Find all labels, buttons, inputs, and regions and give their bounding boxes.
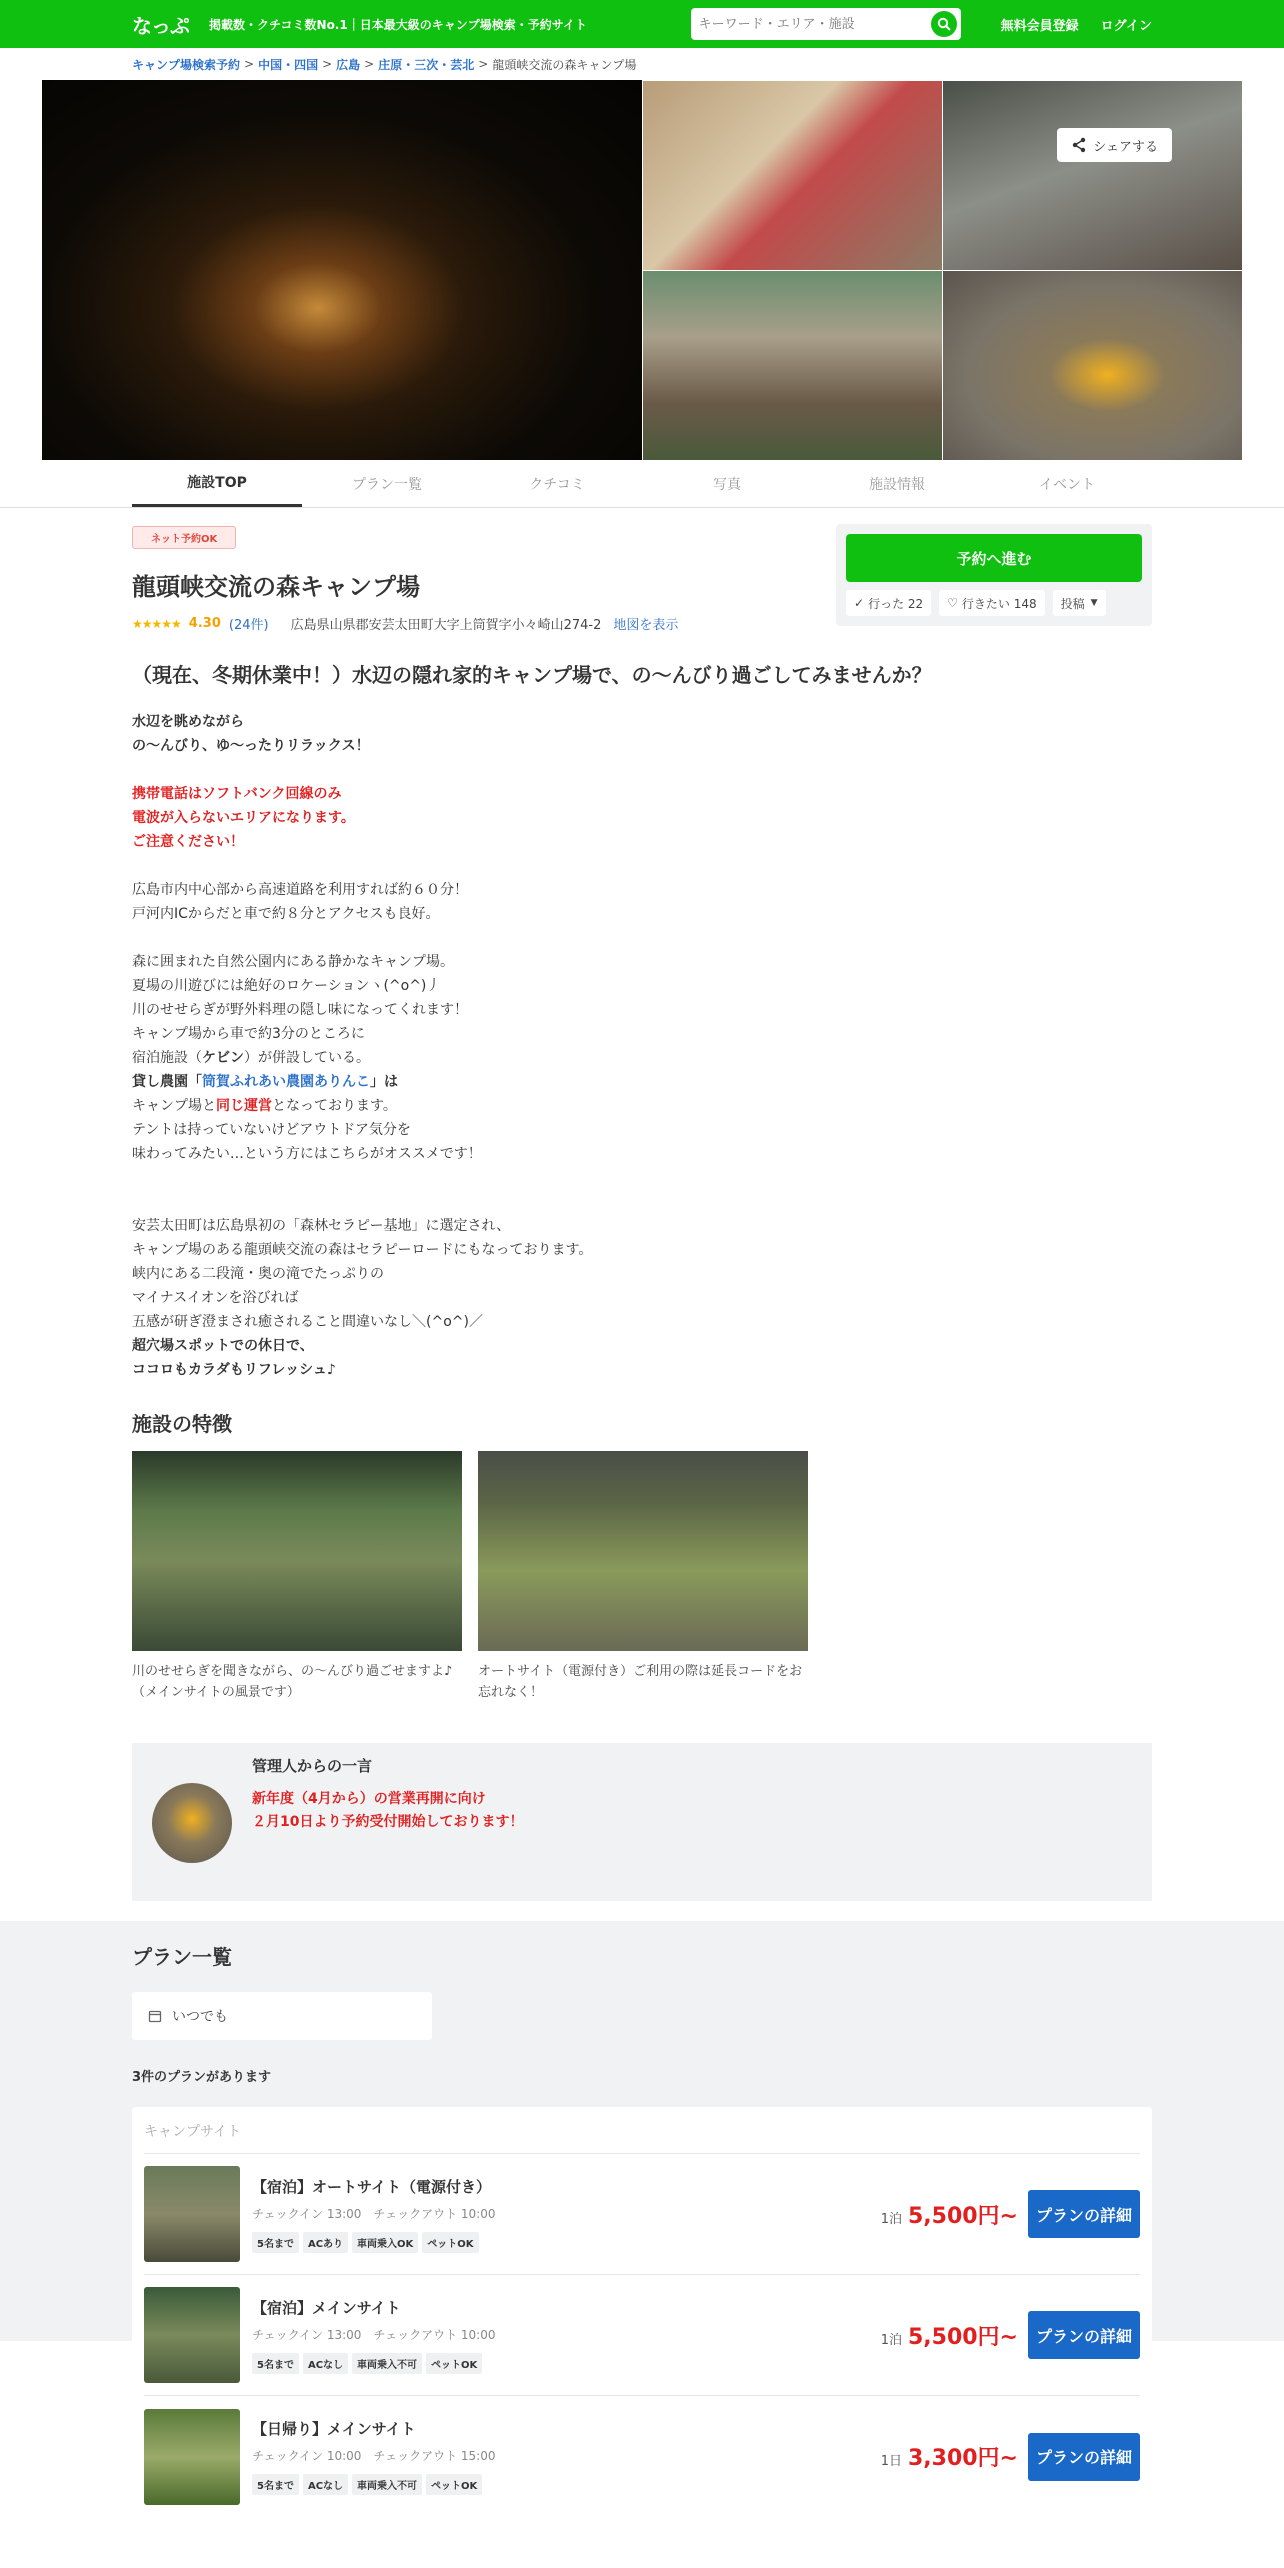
plan-checkin-time: チェックイン 13:00 チェックアウト 10:00 bbox=[252, 2327, 496, 2342]
check-icon: ✓ bbox=[854, 596, 865, 610]
want-label: 行きたい 148 bbox=[961, 596, 1037, 611]
date-label: いつでも bbox=[172, 2009, 228, 2025]
desc-text: 峡内にある二段滝・奥の滝でたっぷりの bbox=[132, 1266, 384, 1282]
breadcrumb-separator: > bbox=[244, 57, 255, 71]
login-link[interactable]: ログイン bbox=[1100, 18, 1152, 34]
features-list bbox=[132, 1451, 1152, 1703]
desc-text: テントは持っていないけどアウトドア気分を bbox=[132, 1122, 411, 1138]
gallery-photo[interactable] bbox=[942, 270, 1242, 460]
plan-row bbox=[144, 2275, 1140, 2396]
plan-info bbox=[252, 2176, 881, 2253]
plan-detail-button[interactable]: プランの詳細 bbox=[1028, 2433, 1140, 2481]
facility-name: 龍頭峡交流の森キャンプ場 bbox=[132, 573, 420, 601]
feature-card bbox=[132, 1451, 462, 1703]
facility-tabs bbox=[0, 460, 1284, 508]
feature-photo[interactable] bbox=[132, 1451, 462, 1651]
date-picker[interactable] bbox=[132, 1992, 432, 2040]
manager-message bbox=[132, 1743, 1152, 1901]
plan-tag: 5名まで bbox=[252, 2474, 299, 2495]
desc-text: マイナスイオンを浴びれば bbox=[132, 1290, 299, 1306]
desc-text: の～んびり、ゆ～ったりリラックス！ bbox=[132, 738, 370, 754]
post-label: 投稿 bbox=[1060, 596, 1085, 611]
plan-thumbnail[interactable] bbox=[144, 2287, 240, 2383]
plan-price-amount: 5,500円~ bbox=[907, 2324, 1018, 2350]
share-label: シェアする bbox=[1093, 139, 1158, 155]
tab-reviews[interactable]: クチコミ bbox=[529, 476, 585, 493]
facility-description bbox=[132, 710, 1152, 1382]
desc-text: となっております。 bbox=[272, 1098, 397, 1114]
plan-name[interactable]: 【宿泊】オートサイト（電源付き） bbox=[252, 2177, 491, 2196]
want-button[interactable] bbox=[939, 590, 1045, 616]
plan-price-amount: 5,500円~ bbox=[907, 2203, 1018, 2229]
search-input[interactable] bbox=[699, 17, 931, 32]
plan-tag: ペットOK bbox=[426, 2474, 482, 2495]
plan-tag: 車両乗入不可 bbox=[352, 2474, 422, 2495]
plan-price-unit: 1日 bbox=[880, 2454, 902, 2469]
manager-avatar bbox=[152, 1783, 232, 1863]
feature-caption: 川のせせらぎを聞きながら、の～んびり過ごせますよ♪（メインサイトの風景です） bbox=[132, 1664, 453, 1700]
desc-text: ）が併設している。 bbox=[244, 1050, 370, 1066]
plan-info bbox=[252, 2297, 881, 2374]
plan-thumbnail[interactable] bbox=[144, 2409, 240, 2505]
plan-tag: ペットOK bbox=[422, 2232, 478, 2253]
breadcrumb-link[interactable]: 広島 bbox=[336, 57, 361, 72]
tab-facility-top[interactable]: 施設TOP bbox=[132, 460, 302, 507]
gallery-photo[interactable] bbox=[642, 270, 942, 460]
plan-tags bbox=[252, 2353, 881, 2374]
plan-name[interactable]: 【日帰り】メインサイト bbox=[252, 2420, 416, 2438]
desc-text: キャンプ場のある龍頭峡交流の森はセラピーロードにもなっております。 bbox=[132, 1242, 593, 1258]
plan-checkin-time: チェックイン 13:00 チェックアウト 10:00 bbox=[252, 2206, 496, 2221]
review-count-link[interactable]: (24件) bbox=[228, 618, 269, 633]
plan-detail-button[interactable]: プランの詳細 bbox=[1028, 2190, 1140, 2238]
feature-card bbox=[478, 1451, 808, 1703]
desc-text: ケビン bbox=[202, 1050, 244, 1066]
plan-checkin-time: チェックイン 10:00 チェックアウト 15:00 bbox=[252, 2449, 496, 2463]
plan-info bbox=[252, 2418, 881, 2495]
plan-name[interactable]: 【宿泊】メインサイト bbox=[252, 2298, 401, 2317]
desc-warning: 携帯電話はソフトバンク回線のみ bbox=[132, 786, 342, 802]
plan-tag: 5名まで bbox=[252, 2232, 299, 2253]
breadcrumb-link[interactable]: 庄原・三次・芸北 bbox=[378, 57, 475, 72]
plan-tag: ACあり bbox=[303, 2232, 348, 2253]
plan-tag: ACなし bbox=[303, 2353, 348, 2374]
search-box bbox=[691, 8, 961, 40]
breadcrumb-separator: > bbox=[478, 57, 489, 71]
manager-line: ２月10日より予約受付開始しております！ bbox=[252, 1814, 524, 1830]
breadcrumb-link[interactable]: 中国・四国 bbox=[258, 57, 319, 72]
desc-text: 超穴場スポットでの休日で、 bbox=[132, 1338, 314, 1354]
breadcrumb-separator: > bbox=[364, 57, 375, 71]
plan-category: キャンプサイト bbox=[144, 2121, 1140, 2154]
desc-warning: ご注意ください！ bbox=[132, 834, 244, 850]
photo-gallery bbox=[42, 80, 1242, 460]
facility-headline: （現在、冬期休業中！）水辺の隠れ家的キャンプ場で、の～んびり過ごしてみませんか？ bbox=[132, 663, 932, 687]
desc-text: キャンプ場から車で約3分のところに bbox=[132, 1026, 365, 1042]
plan-price bbox=[881, 2320, 1018, 2351]
plan-price-unit: 1泊 bbox=[880, 2332, 902, 2348]
site-header bbox=[0, 0, 1284, 48]
plan-tag: ACなし bbox=[303, 2474, 348, 2495]
manager-text bbox=[252, 1755, 523, 1889]
features-title: 施設の特徴 bbox=[132, 1412, 232, 1436]
farm-link[interactable]: 筒賀ふれあい農園ありんこ bbox=[202, 1074, 370, 1090]
desc-text: 森に囲まれた自然公園内にある静かなキャンプ場。 bbox=[132, 954, 454, 970]
plan-price-unit: 1泊 bbox=[880, 2211, 902, 2227]
booking-panel bbox=[836, 524, 1152, 626]
desc-text: キャンプ場と bbox=[132, 1098, 216, 1114]
site-tagline: 掲載数・クチコミ数No.1｜日本最大級のキャンプ場検索・予約サイト bbox=[209, 17, 587, 32]
desc-text: 水辺を眺めながら bbox=[132, 714, 244, 730]
desc-warning: 電波が入らないエリアになります。 bbox=[132, 810, 355, 826]
booking-stats bbox=[846, 590, 1142, 616]
tab-facility-info[interactable]: 施設情報 bbox=[869, 476, 925, 493]
plan-tag: 車両乗入不可 bbox=[352, 2353, 422, 2374]
breadcrumb-separator: > bbox=[322, 57, 333, 71]
plan-tag: 車両乗入OK bbox=[352, 2232, 418, 2253]
desc-text: 五感が研ぎ澄まされ癒されること間違いなし＼(^o^)／ bbox=[132, 1314, 483, 1330]
manager-title: 管理人からの一言 bbox=[252, 1757, 373, 1775]
facility-address: 広島県山県郡安芸太田町大字上筒賀字小々崎山274-2 bbox=[290, 618, 602, 633]
site-logo[interactable]: なっぷ bbox=[132, 13, 189, 38]
tab-plans[interactable]: プラン一覧 bbox=[352, 476, 422, 493]
breadcrumb-current: 龍頭峡交流の森キャンプ場 bbox=[492, 57, 637, 72]
manager-line: 新年度（4月から）の営業再開に向け bbox=[252, 1791, 486, 1807]
gallery-photo[interactable] bbox=[942, 80, 1242, 270]
feature-caption: オートサイト（電源付き）ご利用の際は延長コードをお忘れなく！ bbox=[478, 1664, 803, 1700]
plan-detail-button[interactable]: プランの詳細 bbox=[1028, 2311, 1140, 2359]
plan-tags bbox=[252, 2232, 881, 2253]
plan-price-amount: 3,300円~ bbox=[907, 2446, 1018, 2471]
plan-tag: 5名まで bbox=[252, 2353, 299, 2374]
plans-section bbox=[0, 1921, 1284, 2492]
desc-text: 味わってみたい…という方にはこちらがオススメです！ bbox=[132, 1146, 482, 1162]
desc-text: 」は bbox=[370, 1074, 398, 1090]
gallery-main-photo[interactable] bbox=[42, 80, 642, 460]
plan-tags bbox=[252, 2474, 881, 2495]
gallery-photo[interactable] bbox=[642, 80, 942, 270]
heart-icon: ♡ bbox=[947, 596, 958, 610]
manager-body bbox=[252, 1788, 523, 1834]
main-content bbox=[0, 508, 1284, 1901]
went-label: 行った 22 bbox=[868, 596, 924, 611]
search-icon bbox=[937, 17, 951, 31]
plan-tag: ペットOK bbox=[426, 2353, 482, 2374]
chevron-down-icon: ▼ bbox=[1090, 598, 1098, 608]
went-button[interactable] bbox=[846, 590, 931, 616]
breadcrumb bbox=[0, 48, 1284, 80]
desc-text: 戸河内ICからだと車で約８分とアクセスも良好。 bbox=[132, 906, 440, 922]
desc-text: ココロもカラダもリフレッシュ♪ bbox=[132, 1362, 336, 1378]
breadcrumb-link[interactable]: キャンプ場検索予約 bbox=[132, 57, 241, 72]
desc-text: 貸し農園「 bbox=[132, 1074, 202, 1090]
plan-list bbox=[132, 2107, 1152, 2517]
rating-value: 4.30 bbox=[188, 616, 221, 631]
desc-text: 川のせせらぎが野外料理の隠し味になってくれます！ bbox=[132, 1002, 468, 1018]
register-link[interactable]: 無料会員登録 bbox=[1000, 18, 1079, 34]
post-dropdown[interactable] bbox=[1053, 590, 1106, 616]
feature-photo[interactable] bbox=[478, 1451, 808, 1651]
calendar-icon bbox=[148, 2009, 162, 2023]
desc-text: 安芸太田町は広島県初の「森林セラピー基地」に選定され、 bbox=[132, 1218, 511, 1234]
net-booking-badge: ネット予約OK bbox=[132, 526, 236, 549]
plan-price bbox=[881, 2199, 1018, 2230]
desc-text: 宿泊施設（ bbox=[132, 1050, 202, 1066]
plans-title: プラン一覧 bbox=[132, 1945, 232, 1969]
desc-text: 広島市内中心部から高速道路を利用すれば約６０分！ bbox=[132, 882, 468, 898]
plan-price bbox=[881, 2441, 1018, 2472]
plan-row bbox=[144, 2154, 1140, 2275]
search-button[interactable] bbox=[931, 11, 957, 37]
plan-count: 3件のプランがあります bbox=[132, 2070, 272, 2085]
map-link[interactable]: 地図を表示 bbox=[613, 618, 679, 633]
share-icon bbox=[1071, 137, 1087, 153]
desc-highlight: 同じ運営 bbox=[216, 1098, 272, 1114]
share-button[interactable] bbox=[1057, 128, 1172, 162]
tab-events[interactable]: イベント bbox=[1039, 476, 1095, 493]
desc-text: 夏場の川遊びには絶好のロケーションヽ(^o^)丿 bbox=[132, 978, 441, 994]
plan-row bbox=[144, 2396, 1140, 2517]
plan-thumbnail[interactable] bbox=[144, 2166, 240, 2262]
rating-stars-icon: ★★★★★ bbox=[132, 616, 181, 631]
tab-photos[interactable]: 写真 bbox=[713, 476, 741, 493]
book-button[interactable]: 予約へ進む bbox=[846, 534, 1142, 582]
